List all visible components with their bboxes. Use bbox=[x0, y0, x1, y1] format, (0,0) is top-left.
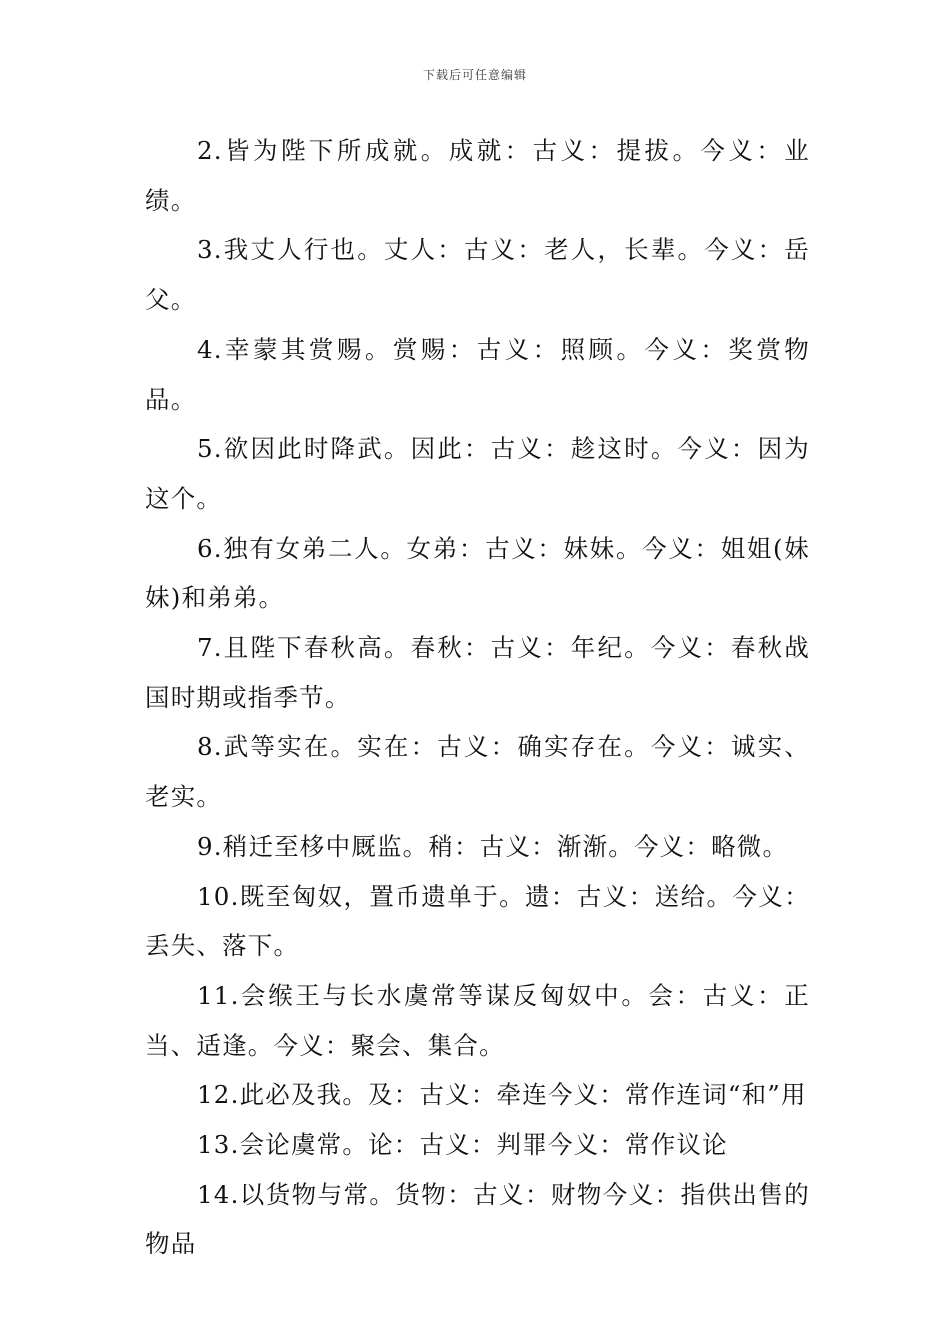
paragraph-item-13: 13.会论虞常。论：古义：判罪今义：常作议论 bbox=[197, 1130, 728, 1160]
document-body bbox=[145, 126, 810, 1269]
paragraph-item-7: 7.且陛下春秋高。春秋：古义：年纪。今义：春秋战国时期或指季节。 bbox=[145, 633, 810, 712]
paragraph-item-10: 10.既至匈奴，置币遗单于。遗：古义：送给。今义：丢失、落下。 bbox=[145, 881, 810, 961]
paragraph-item-3: 3.我丈人行也。丈人：古义：老人，长辈。今义：岳父。 bbox=[145, 235, 810, 315]
paragraph-item-2: 2.皆为陛下所成就。成就：古义：提拔。今义：业绩。 bbox=[145, 136, 810, 215]
paragraph-item-4: 4.幸蒙其赏赐。赏赐：古义：照顾。今义：奖赏物品。 bbox=[145, 334, 810, 414]
paragraph-item-11: 11.会缑王与长水虞常等谋反匈奴中。会：古义：正当、适逢。今义：聚会、集合。 bbox=[145, 980, 810, 1060]
page-header: 下载后可任意编辑 bbox=[422, 68, 527, 82]
paragraph-item-14: 14.以货物与常。货物：古义：财物今义：指供出售的物品 bbox=[145, 1179, 810, 1259]
paragraph-item-9: 9.稍迁至栘中厩监。稍：古义：渐渐。今义：略微。 bbox=[197, 831, 789, 861]
paragraph-item-8: 8.武等实在。实在：古义：确实存在。今义：诚实、老实。 bbox=[145, 732, 810, 812]
paragraph-item-5: 5.欲因此时降武。因此：古义：趁这时。今义：因为这个。 bbox=[145, 434, 810, 513]
paragraph-item-6: 6.独有女弟二人。女弟：古义：妹妹。今义：姐姐(妹妹)和弟弟。 bbox=[145, 533, 810, 613]
paragraph-item-12: 12.此必及我。及：古义：牵连今义：常作连词“和”用 bbox=[197, 1080, 807, 1110]
